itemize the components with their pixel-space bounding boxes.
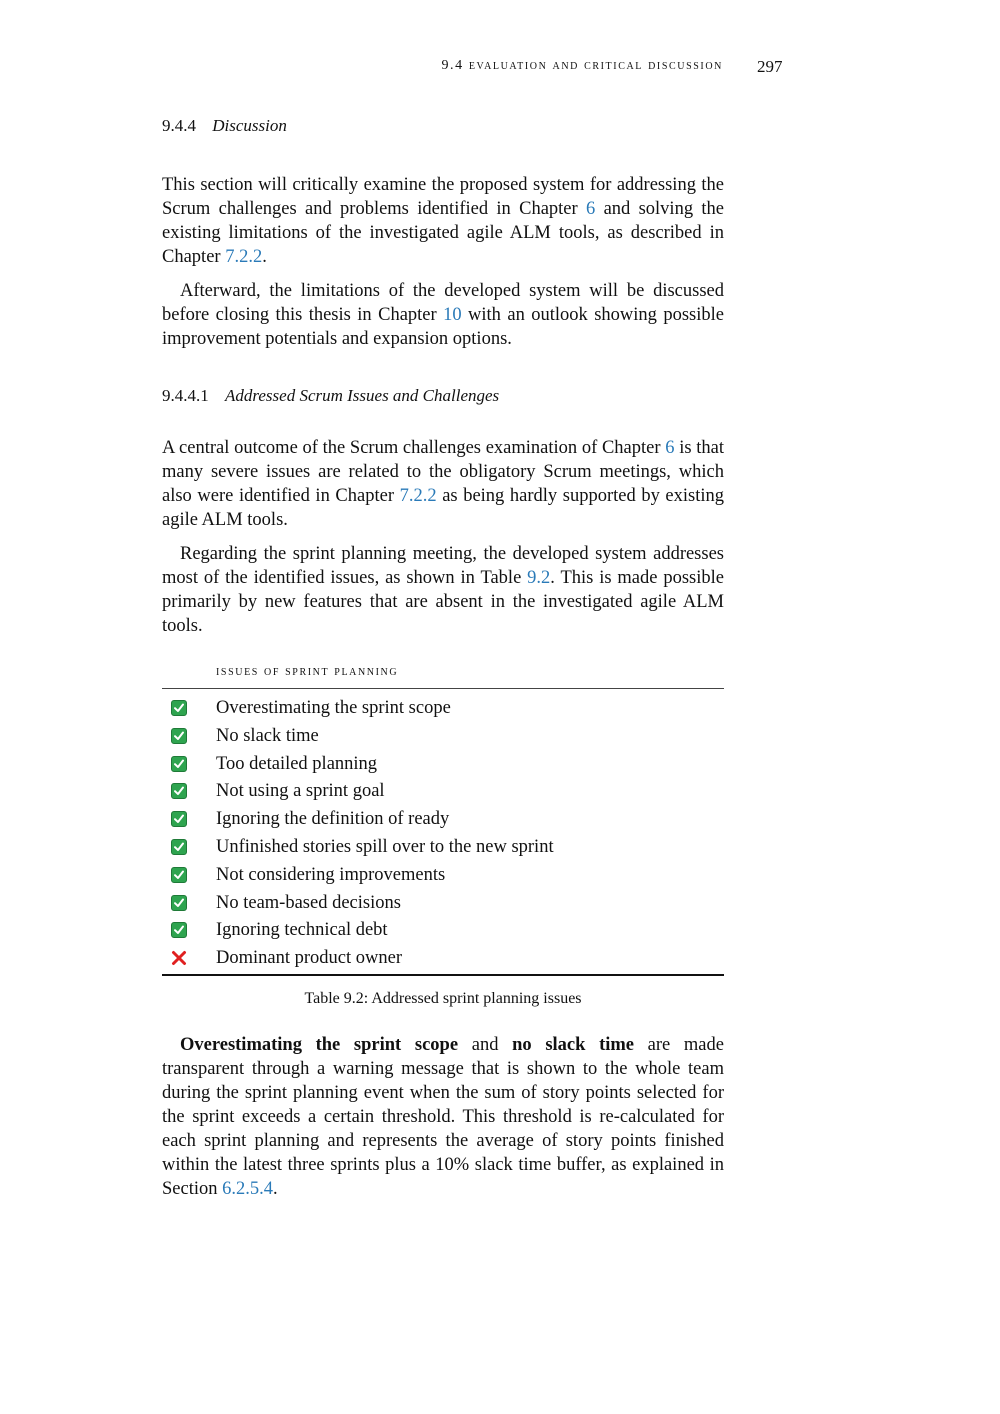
table-header	[162, 664, 724, 689]
checkmark-icon	[171, 700, 187, 716]
table-row	[162, 694, 724, 722]
paragraph-5	[162, 1033, 724, 1201]
section-number: 9.4.4.1	[162, 386, 209, 405]
issue-label: No team-based decisions	[216, 892, 401, 913]
section-heading-9-4-4-1	[162, 386, 724, 406]
table-header-label: issues of sprint planning	[216, 664, 399, 679]
checkmark-icon	[171, 895, 187, 911]
text: A central outcome of the Scrum challenges examination of Chapter	[162, 438, 666, 458]
chapter-link-6[interactable]: 6	[665, 438, 675, 458]
section-heading-9-4-4	[162, 116, 724, 136]
text: Regarding the sprint planning meeting, the developed system addresses most of the identified issues, as shown in Table	[162, 544, 724, 588]
page-number: 297	[757, 57, 783, 76]
table-row	[162, 750, 724, 778]
issue-label: Dominant product owner	[216, 948, 402, 969]
text: and solving the existing limitations of the investigated agile ALM tools, as described in Chapter	[162, 199, 724, 267]
table-row	[162, 889, 724, 917]
table-link-9-2[interactable]: 9.2	[527, 568, 551, 588]
text: This section will critically examine the proposed system for addressing the Scrum challenges and problems identified in Chapter	[162, 175, 724, 219]
issue-label: Too detailed planning	[216, 753, 378, 774]
bold-term: Overestimating the sprint scope	[180, 1035, 459, 1055]
text: is that many severe issues are related to the obligatory Scrum meetings, which also were identified in Chapter	[162, 438, 724, 506]
issue-label: Unfinished stories spill over to the new sprint	[216, 836, 554, 857]
section-link-6-2-5-4[interactable]: 6.2.5.4	[222, 1179, 273, 1199]
paragraph-afterward	[162, 279, 724, 351]
section-number: 9.4.4	[162, 116, 196, 135]
text: with an outlook showing possible improvement potentials and expansion options.	[162, 305, 724, 349]
text: .	[273, 1179, 278, 1199]
table-row	[162, 805, 724, 833]
paragraph-1	[162, 173, 724, 269]
chapter-link-7-2-2[interactable]: 7.2.2	[225, 247, 263, 267]
issue-label: No slack time	[216, 725, 319, 746]
running-head	[0, 58, 1000, 80]
text: . This is made possible primarily by new features that are absent in the investigated agile ALM tools.	[162, 568, 724, 636]
text: and	[458, 1035, 513, 1055]
text: as being hardly supported by existing agile ALM tools.	[162, 486, 724, 530]
checkmark-icon	[171, 728, 187, 744]
issue-label: Not using a sprint goal	[216, 781, 385, 802]
table-row	[162, 916, 724, 944]
checkmark-icon	[171, 867, 187, 883]
paragraph-intro	[162, 173, 724, 269]
issue-label: Ignoring the definition of ready	[216, 809, 450, 830]
issues-table	[162, 694, 724, 976]
table-row	[162, 944, 724, 972]
paragraph-2	[162, 279, 724, 351]
issue-label: Not considering improvements	[216, 864, 446, 885]
table-row	[162, 833, 724, 861]
checkmark-icon	[171, 783, 187, 799]
chapter-link-6[interactable]: 6	[586, 199, 596, 219]
text: Afterward, the limitations of the developed system will be discussed before closing this thesis in Chapter	[162, 281, 724, 325]
table-row	[162, 861, 724, 889]
paragraph-4	[162, 542, 724, 638]
bold-term: no slack time	[512, 1035, 634, 1055]
issue-label: Ignoring technical debt	[216, 920, 388, 941]
paragraph-3	[162, 436, 724, 532]
chapter-link-10[interactable]: 10	[443, 305, 462, 325]
cross-icon	[171, 950, 187, 966]
table-row	[162, 722, 724, 750]
running-head-title: 9.4 evaluation and critical discussion	[441, 58, 723, 73]
paragraph-central-outcome	[162, 436, 724, 532]
section-title: Addressed Scrum Issues and Challenges	[225, 386, 500, 405]
issue-label: Overestimating the sprint scope	[216, 698, 451, 718]
text: are made transparent through a warning message that is shown to the whole team during the sprint planning event when the sum of story points selected for the sprint exceeds a certain threshold. This threshold is re-calculated for each sprint planning and represents the average of story points finished within the latest three sprints plus a 10% slack time buffer, as explained in Section	[162, 1035, 724, 1199]
paragraph-sprint-planning	[162, 542, 724, 638]
checkmark-icon	[171, 756, 187, 772]
checkmark-icon	[171, 811, 187, 827]
checkmark-icon	[171, 839, 187, 855]
table-row	[162, 777, 724, 805]
text: .	[262, 247, 267, 267]
chapter-link-7-2-2[interactable]: 7.2.2	[399, 486, 437, 506]
table-caption: Table 9.2: Addressed sprint planning issues	[304, 990, 582, 1007]
paragraph-overestimating	[162, 1033, 724, 1201]
section-title: Discussion	[212, 116, 287, 135]
checkmark-icon	[171, 922, 187, 938]
